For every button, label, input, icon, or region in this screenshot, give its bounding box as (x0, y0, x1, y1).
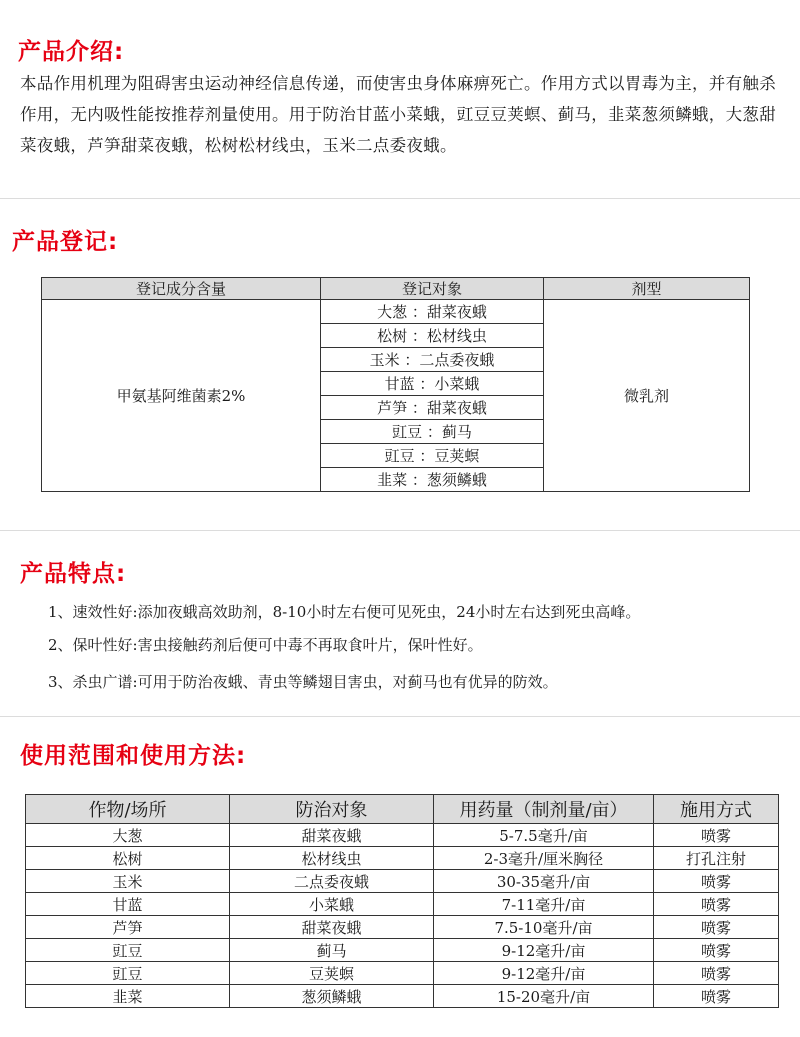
reg-header-ingredient: 登记成分含量 (42, 278, 321, 300)
reg-ingredient: 甲氨基阿维菌素2% (42, 300, 321, 492)
usage-target: 甜菜夜蛾 (230, 824, 434, 847)
usage-dosage: 30-35毫升/亩 (434, 870, 654, 893)
usage-header-target: 防治对象 (230, 795, 434, 824)
table-row (26, 916, 779, 939)
usage-method: 打孔注射 (654, 847, 779, 870)
reg-target: 松树 ：松材线虫 (321, 324, 544, 348)
usage-target: 葱须鳞蛾 (230, 985, 434, 1008)
usage-crop: 大葱 (26, 824, 230, 847)
usage-crop: 松树 (26, 847, 230, 870)
usage-method: 喷雾 (654, 985, 779, 1008)
feature-item: 3、杀虫广谱:可用于防治夜蛾、青虫等鳞翅目害虫，对蓟马也有优异的防效。 (48, 673, 558, 691)
table-row (26, 985, 779, 1008)
usage-method: 喷雾 (654, 824, 779, 847)
table-row (26, 893, 779, 916)
usage-crop: 甘蓝 (26, 893, 230, 916)
usage-crop: 韭菜 (26, 985, 230, 1008)
usage-dosage: 5-7.5毫升/亩 (434, 824, 654, 847)
intro-heading: 产品介绍: (18, 39, 125, 65)
usage-method: 喷雾 (654, 962, 779, 985)
usage-header-dosage: 用药量（制剂量/亩） (434, 795, 654, 824)
section-divider (0, 716, 800, 717)
reg-target: 豇豆 ：蓟马 (321, 420, 544, 444)
usage-dosage: 9-12毫升/亩 (434, 939, 654, 962)
usage-method: 喷雾 (654, 916, 779, 939)
registration-table (41, 277, 750, 492)
usage-target: 松材线虫 (230, 847, 434, 870)
usage-heading: 使用范围和使用方法: (20, 743, 247, 769)
usage-header-method: 施用方式 (654, 795, 779, 824)
usage-dosage: 9-12毫升/亩 (434, 962, 654, 985)
usage-method: 喷雾 (654, 870, 779, 893)
reg-target: 豇豆 ：豆荚螟 (321, 444, 544, 468)
table-row (26, 939, 779, 962)
table-row (26, 824, 779, 847)
reg-header-target: 登记对象 (321, 278, 544, 300)
usage-target: 二点委夜蛾 (230, 870, 434, 893)
reg-target: 玉米 ：二点委夜蛾 (321, 348, 544, 372)
features-heading: 产品特点: (20, 561, 127, 587)
feature-item: 1、速效性好:添加夜蛾高效助剂，8-10小时左右便可见死虫，24小时左右达到死虫高峰。 (48, 603, 641, 621)
usage-crop: 芦笋 (26, 916, 230, 939)
table-row (26, 870, 779, 893)
usage-crop: 豇豆 (26, 939, 230, 962)
feature-item: 2、保叶性好:害虫接触药剂后便可中毒不再取食叶片，保叶性好。 (48, 636, 483, 654)
usage-target: 豆荚螟 (230, 962, 434, 985)
usage-crop: 玉米 (26, 870, 230, 893)
reg-target: 芦笋 ：甜菜夜蛾 (321, 396, 544, 420)
reg-target: 韭菜 ：葱须鳞蛾 (321, 468, 544, 492)
table-row (26, 847, 779, 870)
usage-crop: 豇豆 (26, 962, 230, 985)
usage-dosage: 15-20毫升/亩 (434, 985, 654, 1008)
section-divider (0, 530, 800, 531)
usage-dosage: 2-3毫升/厘米胸径 (434, 847, 654, 870)
reg-header-formulation: 剂型 (544, 278, 750, 300)
usage-dosage: 7.5-10毫升/亩 (434, 916, 654, 939)
registration-heading: 产品登记: (12, 229, 119, 255)
usage-header-crop: 作物/场所 (26, 795, 230, 824)
usage-target: 小菜蛾 (230, 893, 434, 916)
usage-target: 蓟马 (230, 939, 434, 962)
intro-text: 本品作用机理为阻碍害虫运动神经信息传递，而使害虫身体麻痹死亡。作用方式以胃毒为主，并有触杀作用，无内吸性能按推荐剂量使用。用于防治甘蓝小菜蛾，豇豆豆荚螟、蓟马，韭菜葱须鳞蛾，大葱甜菜夜蛾，芦笋甜菜夜蛾，松树松材线虫，玉米二点委夜蛾。 (20, 74, 776, 155)
usage-method: 喷雾 (654, 893, 779, 916)
section-divider (0, 198, 800, 199)
usage-dosage: 7-11毫升/亩 (434, 893, 654, 916)
table-row (26, 962, 779, 985)
usage-target: 甜菜夜蛾 (230, 916, 434, 939)
reg-target: 大葱 ：甜菜夜蛾 (321, 300, 544, 324)
reg-target: 甘蓝 ：小菜蛾 (321, 372, 544, 396)
usage-method: 喷雾 (654, 939, 779, 962)
reg-formulation: 微乳剂 (544, 300, 750, 492)
usage-table (25, 794, 779, 1008)
